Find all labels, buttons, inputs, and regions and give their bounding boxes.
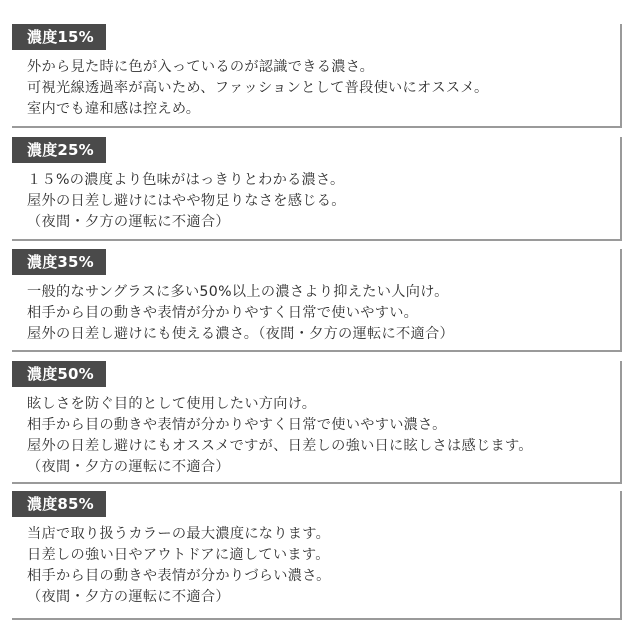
- description-line: （夜間・夕方の運転に不適合）: [27, 459, 230, 475]
- description-list: [27, 282, 620, 345]
- description-line: 屋外の日差し避けにも使える濃さ。（夜間・夕方の運転に不適合）: [27, 326, 454, 342]
- description-list: [27, 170, 620, 233]
- description-line: 相手から目の動きや表情が分かりづらい濃さ。: [27, 568, 331, 584]
- description-list: [27, 524, 620, 608]
- density-section-50: [12, 361, 622, 484]
- description-line: 相手から目の動きや表情が分かりやすく日常で使いやすい濃さ。: [27, 417, 447, 433]
- description-line: 眩しさを防ぐ目的として使用したい方向け。: [27, 396, 317, 412]
- description-line: 一般的なサングラスに多い50%以上の濃さより抑えたい人向け。: [27, 284, 449, 300]
- description-line: １５%の濃度より色味がはっきりとわかる濃さ。: [27, 172, 345, 188]
- density-section-35: [12, 249, 622, 352]
- description-line: （夜間・夕方の運転に不適合）: [27, 589, 230, 605]
- description-line: 外から見た時に色が入っているのが認識できる濃さ。: [27, 59, 375, 75]
- density-label-badge: 濃度15%: [12, 24, 106, 50]
- description-line: 当店で取り扱うカラーの最大濃度になります。: [27, 526, 331, 542]
- description-list: [27, 57, 620, 120]
- description-line: 日差しの強い日やアウトドアに適しています。: [27, 547, 330, 563]
- description-line: 相手から目の動きや表情が分かりやすく日常で使いやすい。: [27, 305, 419, 321]
- density-label-badge: 濃度85%: [12, 491, 106, 517]
- description-line: 可視光線透過率が高いため、ファッションとして普段使いにオススメ。: [27, 80, 489, 96]
- density-label-badge: 濃度35%: [12, 249, 106, 275]
- description-line: （夜間・夕方の運転に不適合）: [27, 214, 230, 230]
- density-section-85: [12, 491, 622, 620]
- density-label-badge: 濃度25%: [12, 137, 106, 163]
- density-section-25: [12, 137, 622, 241]
- density-section-15: [12, 24, 622, 128]
- description-list: [27, 394, 620, 478]
- description-line: 屋外の日差し避けにもオススメですが、日差しの強い日に眩しさは感じます。: [27, 438, 533, 454]
- density-label-badge: 濃度50%: [12, 361, 106, 387]
- description-line: 屋外の日差し避けにはやや物足りなさを感じる。: [27, 193, 346, 209]
- description-line: 室内でも違和感は控えめ。: [27, 101, 201, 117]
